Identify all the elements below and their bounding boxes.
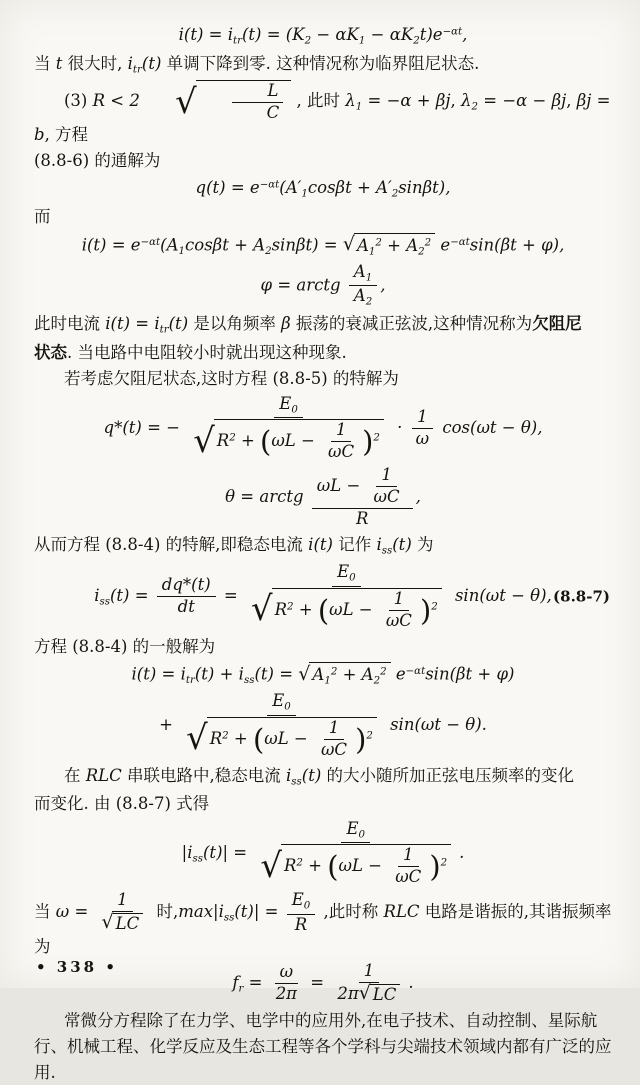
- eq-theta: θ = arctg ωL − $\frac{1}{\omega C}$ R ,: [225, 464, 421, 528]
- para-applications-1: 常微分方程除了在力学、电学中的应用外,在电子技术、自动控制、星际航: [64, 1011, 598, 1031]
- para-underdamped-1: 此时电流 $i(t) = i_{tr}(t)$ 是以角频率 β 振荡的衰减正弦波,这种情况称为欠阻尼: [34, 314, 582, 336]
- radical-sign-icon: √: [260, 845, 282, 885]
- radical: √ $R^2 + (\omega L$ − $\frac{1}{\omega C}$ )$^2$: [186, 717, 377, 760]
- para-er: 而: [34, 206, 51, 226]
- radical: [145, 80, 291, 123]
- radical: √ $A_1^2 + A_2^2$: [298, 662, 390, 688]
- fraction: $\frac{1}{\omega C}$: [320, 717, 348, 759]
- para-rlc-series-1: 在 RLC 串联电路中,稳态电流 $i_{ss}(t)$ 的大小随所加正弦电压频率的变化: [64, 765, 575, 788]
- para-underdamped-2: 状态. 当电路中电阻较小时就出现这种现象.: [34, 342, 347, 362]
- radical: √ LC: [359, 984, 401, 1005]
- radical: √ LC: [102, 913, 144, 934]
- eq-iss-magnitude: $|i_{ss}(t)|$ = $E_0$ √ $R^2 + (\omega L$ − $\frac{1}{\omega C}$ )$^2$ .: [181, 818, 465, 887]
- fraction: $E_0$ √ $R^2 + (\omega L$ − $\frac{1}{\omega C}$ )$^2$: [246, 563, 447, 630]
- radical-sign-icon: √: [298, 662, 311, 685]
- para-particular-solution: 若考虑欠阻尼状态,这时方程 (8.8-5) 的特解为: [64, 368, 399, 388]
- radical: √ $R^2 + (\omega L$ − $\frac{1}{\omega C}$ )$^2$: [251, 588, 442, 631]
- para-eq886-general: (8.8-6) 的通解为: [34, 151, 161, 171]
- eq-i-total-2: + $E_0$ √ $R^2 + (\omega L$ − $\frac{1}{\omega C}$ )$^2$ sin(ωt − θ).: [159, 691, 487, 759]
- fraction: $\frac{1}{\omega}$: [411, 408, 434, 449]
- page-content: [34, 24, 612, 1085]
- eq-resonant-frequency: $f_r$ = $\frac{\omega}{2\pi}$ = 1 2π √ LC .: [232, 961, 414, 1005]
- para-applications-3: 用.: [34, 1063, 56, 1083]
- fraction: $\frac{1}{\omega C}$: [385, 588, 412, 630]
- fraction: $\frac{1}{\omega C}$: [395, 845, 422, 887]
- fraction: $\frac{L}{C}$: [232, 82, 285, 123]
- para-steady-state: 从而方程 (8.8-4) 的特解,即稳态电流 i(t) 记作 $i_{ss}(t)$ 为: [34, 534, 434, 557]
- radical-sign-icon: √: [193, 420, 215, 460]
- radical-sign-icon: √: [186, 718, 208, 758]
- eq-charge-general: $q(t) = e^{-\alpha t}(A'_1\cos\beta t + A'_2\sin\beta t)$,: [195, 178, 451, 200]
- radical-sign-icon: √: [358, 982, 371, 1005]
- para-resonance: 当 ω = 1 √ LC 时$,\max|i_{ss}(t)|$ = $\frac{E_0}{R}$ ,此时称 RLC 电路是谐振的,其谐振频率为: [34, 890, 612, 956]
- eq-i-total-1: $i(t) = i_{tr}(t) + i_{ss}(t)$ = √ $A_1^2 + A_2^2$ $e^{-\alpha t}\sin(\beta t + \varphi)$: [131, 662, 515, 688]
- para-rlc-series-2: 而变化. 由 (8.8-7) 式得: [34, 794, 210, 814]
- eq-phase-phi: φ = arctg $\frac{A_1}{A_2}$ ,: [260, 261, 386, 308]
- para-case3-underdamped: (3) R < 2 √ $\frac{L}{C}$ , 此时 $\lambda_1 = -\alpha + \beta j$, $\lambda_2 = -\alpha - \beta j$, βj = b, 方程: [34, 81, 611, 145]
- fraction: 1 2π √ LC: [332, 962, 405, 1005]
- radical: √ $A_1^2 + A_2^2$: [343, 233, 435, 259]
- fraction: $\frac{\omega}{2\pi}$: [275, 962, 298, 1004]
- radical-sign-icon: √: [251, 589, 273, 629]
- eq-transient-current-critical: $i(t) = i_{tr}(t) = (K_2 - \alpha K_1 - \alpha K_2t)e^{-\alpha t}$,: [178, 25, 468, 47]
- fraction: $\frac{dq*(t)}{dt}$: [157, 576, 216, 617]
- para-general-solution: 方程 (8.8-4) 的一般解为: [34, 636, 216, 656]
- para-applications-2: 行、机械工程、化学反应及生态工程等各个学科与尖端技术领域内都有广泛的应: [34, 1037, 612, 1057]
- fraction: $E_0$ √ $R^2 + (\omega L$ − $\frac{1}{\omega C}$ )$^2$: [255, 820, 456, 887]
- fraction: ωL − $\frac{1}{\omega C}$ R: [312, 466, 413, 529]
- para-critical-damping: 当 t 很大时, $i_{tr}(t)$ 单调下降到零. 这种情况称为临界阻尼状态.: [34, 53, 480, 76]
- fraction: 1 √ LC: [97, 891, 149, 934]
- eq-current-oscillation: $i(t) = e^{-\alpha t}(A_1\cos\beta t + A_2\sin\beta t)$ = √ $A_1^2 + A_2^2$ $e^{-\alpha t}\sin(\beta t + \varphi)$,: [81, 233, 565, 258]
- equation-number: (8.8-7): [553, 587, 610, 606]
- radical-sign-icon: √: [175, 81, 197, 121]
- radical-sign-icon: √: [342, 233, 355, 256]
- fraction: $\frac{A_1}{A_2}$: [349, 263, 377, 309]
- fraction: $\frac{1}{\omega C}$: [328, 420, 355, 461]
- radical: √ $R^2 + (\omega L$ − $\frac{1}{\omega C}$ )$^2$: [193, 419, 384, 462]
- fraction: $\frac{E_0}{R}$: [287, 891, 316, 934]
- eq-iss-887: $i_{ss}(t)$ = $\frac{dq*(t)}{dt}$ = $E_0$ √ $R^2 + (\omega L$ − $\frac{1}{\omega C}$ )$^2$ sin(ωt − θ), (8.8-7): [94, 562, 610, 630]
- radical: √ $R^2 + (\omega L$ − $\frac{1}{\omega C}$ )$^2$: [260, 844, 451, 887]
- fraction: $E_0$ √ $R^2 + (\omega L$ − $\frac{1}{\omega C}$ )$^2$: [188, 395, 389, 462]
- eq-q-star: q*(t) = − $E_0$ √ $R^2 + (\omega L$ − $\frac{1}{\omega C}$ )$^2$ · $\frac{1}{\omega}$ cos(ωt − θ),: [103, 393, 543, 461]
- radical-sign-icon: √: [101, 911, 114, 934]
- fraction: $E_0$ √ $R^2 + (\omega L$ − $\frac{1}{\omega C}$ )$^2$: [181, 692, 382, 759]
- fraction: $\frac{1}{\omega C}$: [373, 464, 400, 506]
- page-number: • 338 •: [36, 958, 118, 976]
